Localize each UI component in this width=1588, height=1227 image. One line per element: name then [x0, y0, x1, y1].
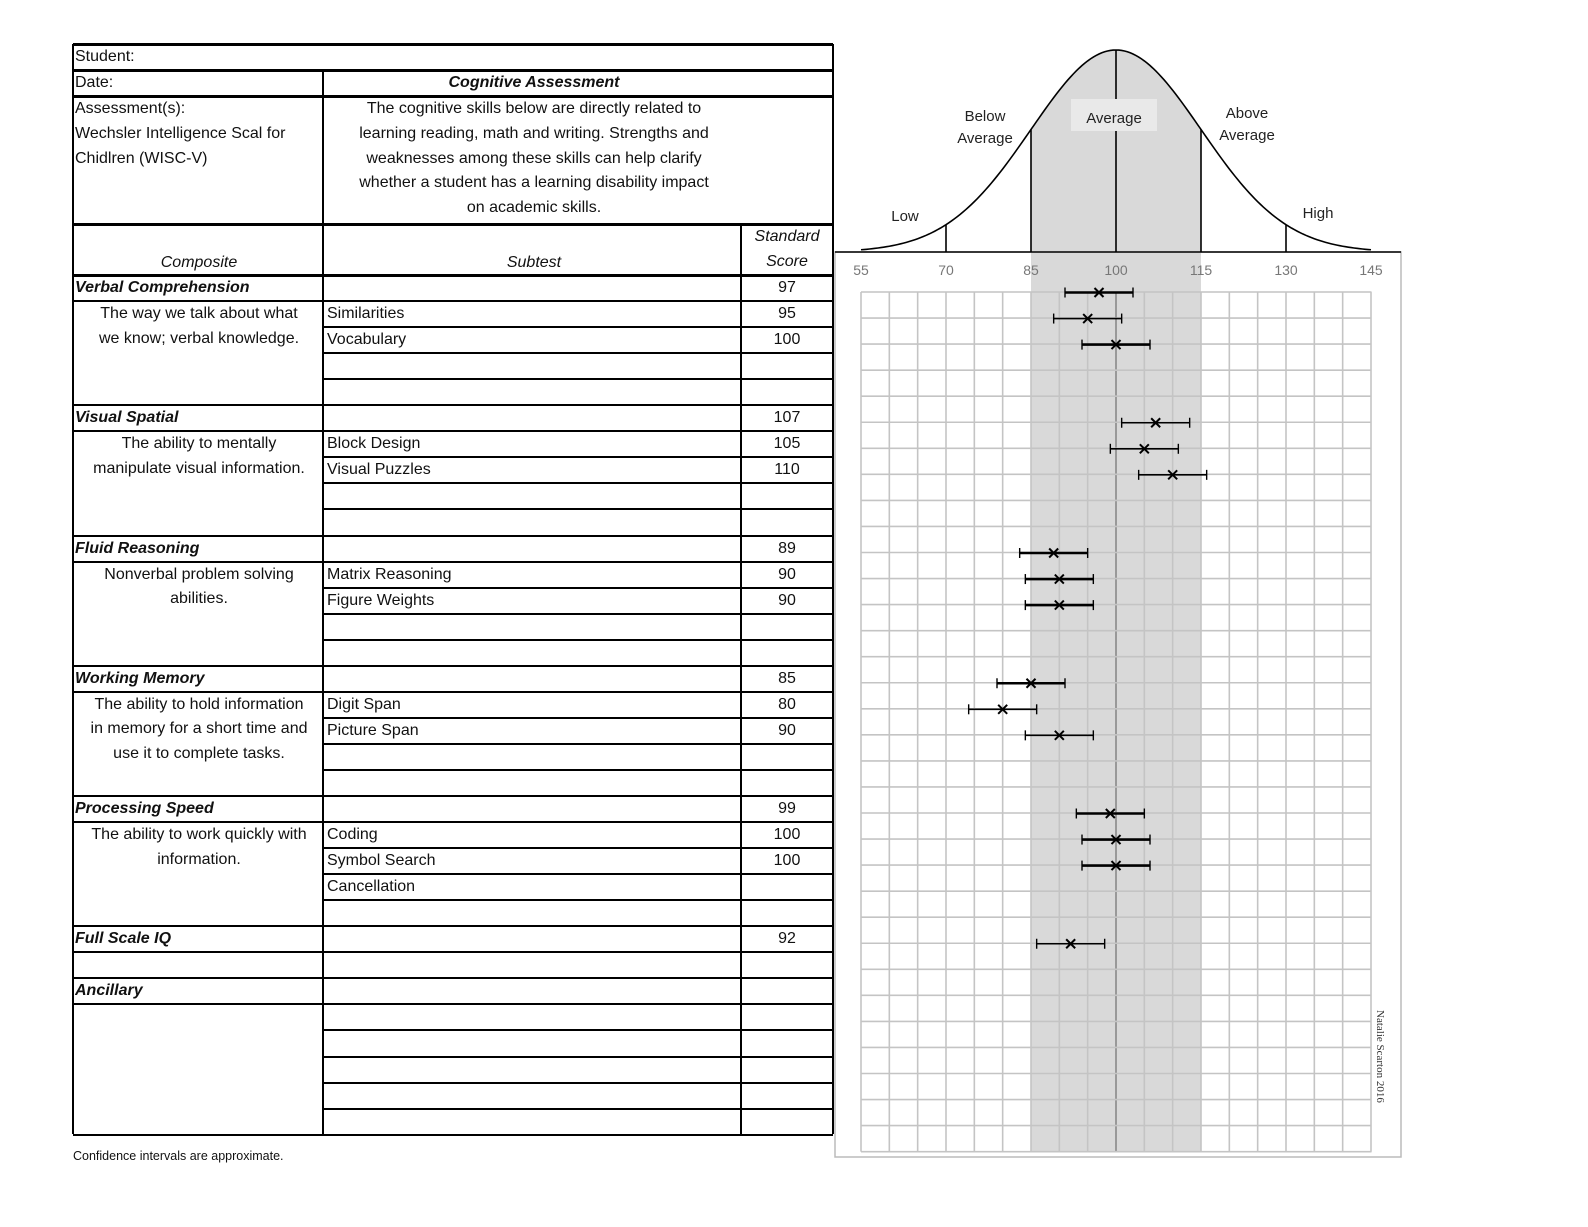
table-rule — [323, 378, 833, 380]
subtest-name: Similarities — [327, 305, 405, 323]
composite-description: The way we talk about what — [100, 305, 298, 323]
x-tick-label: 85 — [1023, 262, 1039, 278]
composite-score: 107 — [773, 409, 801, 427]
composite-description: manipulate visual information. — [93, 459, 305, 477]
x-tick-label: 115 — [1189, 262, 1213, 278]
region-label-average: Average — [1086, 110, 1142, 127]
x-tick-label: 145 — [1359, 262, 1383, 278]
table-rule — [323, 587, 833, 589]
composite-description: The ability to work quickly with — [91, 826, 307, 844]
composite-description: information. — [157, 850, 241, 868]
table-rule — [73, 95, 833, 98]
composite-score: 85 — [778, 669, 796, 687]
table-rule — [73, 300, 833, 302]
subtest-score — [741, 874, 833, 900]
table-rule — [323, 743, 833, 745]
subtest-score: 100 — [773, 852, 801, 870]
table-rule — [323, 639, 833, 641]
subtest-name: Coding — [327, 826, 378, 844]
composite-description: The ability to mentally — [121, 435, 277, 453]
subtest-name: Matrix Reasoning — [327, 565, 452, 583]
composite-score: 99 — [778, 800, 796, 817]
copyright-note: Natalie Scarton 2016 — [1374, 1010, 1386, 1103]
composite-name: Working Memory — [75, 669, 205, 687]
date-label: Date: — [75, 74, 114, 91]
region-label-high: High — [1302, 205, 1334, 222]
table-rule — [323, 769, 833, 771]
subtest-name: Symbol Search — [327, 852, 436, 870]
table-rule — [73, 561, 833, 563]
table-rule — [73, 951, 833, 953]
composite-description: The ability to hold information — [94, 695, 304, 713]
table-rule — [323, 482, 833, 484]
intro-text: weaknesses among these skills can help clarify — [366, 149, 702, 167]
footnote: Confidence intervals are approximate. — [73, 1149, 284, 1163]
form-title: Cognitive Assessment — [448, 74, 620, 91]
table-rule — [323, 352, 833, 354]
ancillary-name: Ancillary — [75, 982, 143, 1000]
table-rule — [323, 1108, 833, 1110]
subtest-score: 80 — [778, 695, 796, 713]
table-rule — [323, 1056, 833, 1058]
table-rule — [323, 456, 833, 458]
subtest-score: 90 — [778, 721, 796, 739]
composite-description: in memory for a short time and — [90, 720, 308, 738]
composite-name: Processing Speed — [75, 800, 214, 817]
table-rule — [323, 613, 833, 615]
intro-text: on academic skills. — [466, 199, 602, 217]
assessment-label: Assessment(s): — [75, 100, 186, 117]
table-rule — [73, 821, 833, 823]
region-label-below-average: Below — [964, 108, 1006, 125]
x-tick-label: 70 — [938, 262, 954, 278]
table-rule — [323, 1029, 833, 1031]
table-rule — [323, 899, 833, 901]
intro-text: whether a student has a learning disability impact — [359, 174, 709, 192]
subtest-name: Block Design — [327, 435, 421, 453]
subtest-name: Visual Puzzles — [327, 461, 431, 479]
composite-header: Composite — [160, 254, 238, 271]
subtest-score: 90 — [778, 591, 796, 609]
full-scale-score: 92 — [778, 930, 796, 948]
subtest-name: Figure Weights — [327, 591, 435, 609]
subtest-score: 105 — [773, 435, 801, 453]
composite-name: Verbal Comprehension — [75, 279, 250, 296]
composite-name: Fluid Reasoning — [75, 539, 200, 557]
table-rule — [73, 223, 833, 226]
table-rule — [73, 1134, 833, 1137]
composite-description: Nonverbal problem solving — [104, 565, 294, 583]
table-rule — [323, 873, 833, 875]
score-chart — [833, 40, 1403, 1160]
composite-score: 97 — [778, 279, 796, 296]
region-label-low: Low — [891, 208, 919, 225]
subtest-score: 90 — [778, 565, 796, 583]
subtest-name: Digit Span — [327, 695, 401, 713]
table-rule — [73, 43, 833, 46]
full-scale-name: Full Scale IQ — [75, 930, 172, 948]
composite-score: 89 — [778, 539, 796, 557]
subtest-header: Subtest — [506, 254, 562, 271]
subtest-name: Cancellation — [327, 878, 416, 896]
subtest-name: Picture Span — [327, 721, 419, 739]
student-label: Student: — [75, 48, 135, 65]
region-label-above-average: Above — [1225, 105, 1269, 122]
subtest-score: 100 — [773, 826, 801, 844]
subtest-score: 110 — [774, 461, 800, 479]
table-rule — [323, 717, 833, 719]
x-tick-label: 130 — [1274, 262, 1298, 278]
assessment-name: Wechsler Intelligence Scal for — [75, 125, 286, 142]
intro-text: The cognitive skills below are directly related to — [366, 100, 702, 117]
composite-name: Visual Spatial — [75, 409, 179, 427]
table-rule — [73, 69, 833, 72]
table-rule — [73, 430, 833, 432]
table-rule — [323, 847, 833, 849]
table-rule — [73, 1003, 833, 1005]
table-rule — [323, 1082, 833, 1084]
subtest-score: 100 — [773, 331, 801, 349]
composite-description: use it to complete tasks. — [113, 745, 285, 762]
composite-description: abilities. — [170, 590, 228, 608]
composite-description: we know; verbal knowledge. — [98, 329, 300, 347]
assessment-name: Chidlren (WISC-V) — [75, 150, 208, 167]
table-rule — [323, 326, 833, 328]
x-tick-label: 100 — [1104, 262, 1128, 278]
subtest-name: Vocabulary — [327, 331, 407, 349]
table-rule — [323, 508, 833, 510]
region-label-below-average: Average — [957, 130, 1013, 147]
region-label-above-average: Average — [1219, 127, 1275, 144]
score-header: Score — [766, 253, 808, 270]
subtest-score: 95 — [778, 305, 796, 323]
intro-text: learning reading, math and writing. Strengths and — [359, 124, 709, 142]
table-rule — [73, 691, 833, 693]
score-header: Standard — [754, 228, 820, 245]
x-tick-label: 55 — [853, 262, 869, 278]
